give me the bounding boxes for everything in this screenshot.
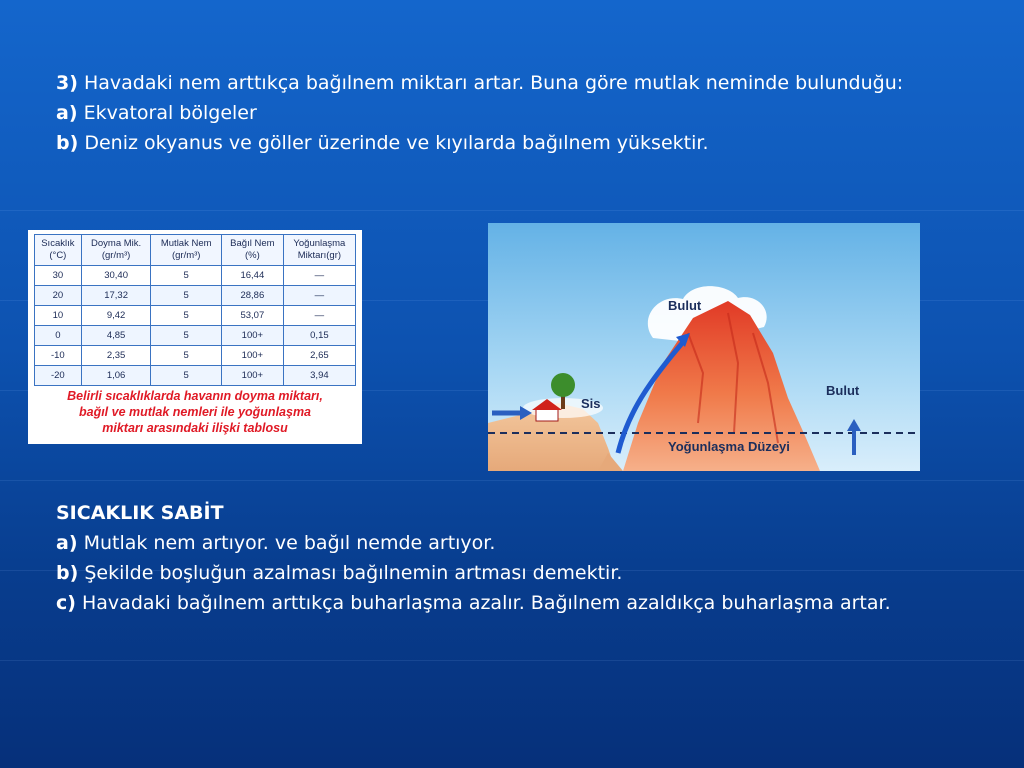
caption-line: Belirli sıcaklıklarda havanın doyma miktarı,: [67, 389, 323, 403]
table-cell: 30: [35, 266, 82, 286]
table-row: [35, 286, 356, 306]
explanation-b-label: b): [56, 562, 79, 584]
table-cell: 4,85: [81, 326, 151, 346]
explanation-a-label: a): [56, 532, 78, 554]
label-bulut-top: Bulut: [668, 298, 702, 313]
table-row: [35, 326, 356, 346]
table-row: [35, 266, 356, 286]
answer-b-text: Deniz okyanus ve göller üzerinde ve kıyılarda bağılnem yüksektir.: [84, 132, 709, 154]
house: [536, 409, 558, 421]
answer-b: [56, 128, 976, 158]
table-header-row: [35, 235, 356, 266]
table-cell: 5: [151, 286, 221, 306]
background-line: [0, 480, 1024, 481]
table-cell: 5: [151, 306, 221, 326]
answer-a-text: Ekvatoral bölgeler: [83, 102, 257, 124]
explanation-a: [56, 528, 956, 558]
table-caption: [32, 388, 358, 436]
answer-b-label: b): [56, 132, 79, 154]
humidity-table-image: [28, 230, 362, 444]
table-cell: -10: [35, 346, 82, 366]
explanation-c-label: c): [56, 592, 76, 614]
table-cell: 53,07: [221, 306, 283, 326]
table-cell: 3,94: [283, 366, 355, 386]
explanation-c: [56, 588, 956, 618]
table-cell: 5: [151, 346, 221, 366]
table-cell: 5: [151, 326, 221, 346]
table-row: [35, 306, 356, 326]
table-header-cell: Mutlak Nem (gr/m³): [151, 235, 221, 266]
table-row: [35, 346, 356, 366]
background-line: [0, 660, 1024, 661]
table-cell: 10: [35, 306, 82, 326]
table-header-cell: Sıcaklık (°C): [35, 235, 82, 266]
table-cell: 9,42: [81, 306, 151, 326]
table-cell: —: [283, 266, 355, 286]
question-text-block: [56, 68, 976, 158]
table-header-cell: Doyma Mik. (gr/m³): [81, 235, 151, 266]
tree-crown: [551, 373, 575, 397]
question-number: 3): [56, 72, 78, 94]
answer-a: [56, 98, 976, 128]
table-row: [35, 366, 356, 386]
table-cell: 20: [35, 286, 82, 306]
table-cell: —: [283, 286, 355, 306]
question-paragraph: [56, 68, 976, 98]
table-cell: 0: [35, 326, 82, 346]
explanation-a-text: Mutlak nem artıyor. ve bağıl nemde artıyor.: [83, 532, 496, 554]
question-text: Havadaki nem arttıkça bağılnem miktarı artar. Buna göre mutlak neminde bulunduğu:: [83, 72, 904, 94]
table-cell: —: [283, 306, 355, 326]
table-cell: 100+: [221, 326, 283, 346]
table-cell: 17,32: [81, 286, 151, 306]
table-cell: -20: [35, 366, 82, 386]
table-cell: 28,86: [221, 286, 283, 306]
table-cell: 100+: [221, 346, 283, 366]
humidity-table: [34, 234, 356, 386]
label-sis: Sis: [581, 396, 601, 411]
table-cell: 2,35: [81, 346, 151, 366]
table-cell: 16,44: [221, 266, 283, 286]
table-cell: 30,40: [81, 266, 151, 286]
background-line: [0, 210, 1024, 211]
diagram-svg: [488, 223, 920, 471]
condensation-diagram: [488, 223, 920, 471]
caption-line: miktarı arasındaki ilişki tablosu: [102, 421, 288, 435]
explanation-b-text: Şekilde boşluğun azalması bağılnemin artması demektir.: [84, 562, 623, 584]
explanation-text-block: [56, 498, 956, 618]
answer-a-label: a): [56, 102, 78, 124]
table-cell: 5: [151, 266, 221, 286]
table-header-cell: Yoğunlaşma Miktarı(gr): [283, 235, 355, 266]
table-cell: 1,06: [81, 366, 151, 386]
label-bulut-right: Bulut: [826, 383, 860, 398]
label-condensation-level: Yoğunlaşma Düzeyi: [668, 439, 790, 454]
table-cell: 2,65: [283, 346, 355, 366]
table-cell: 0,15: [283, 326, 355, 346]
table-header-cell: Bağıl Nem (%): [221, 235, 283, 266]
explanation-b: [56, 558, 956, 588]
explanation-c-text: Havadaki bağılnem arttıkça buharlaşma azalır. Bağılnem azaldıkça buharlaşma artar.: [82, 592, 891, 614]
table-cell: 100+: [221, 366, 283, 386]
caption-line: bağıl ve mutlak nemleri ile yoğunlaşma: [78, 405, 312, 419]
table-cell: 5: [151, 366, 221, 386]
section-heading: SICAKLIK SABİT: [56, 502, 224, 524]
